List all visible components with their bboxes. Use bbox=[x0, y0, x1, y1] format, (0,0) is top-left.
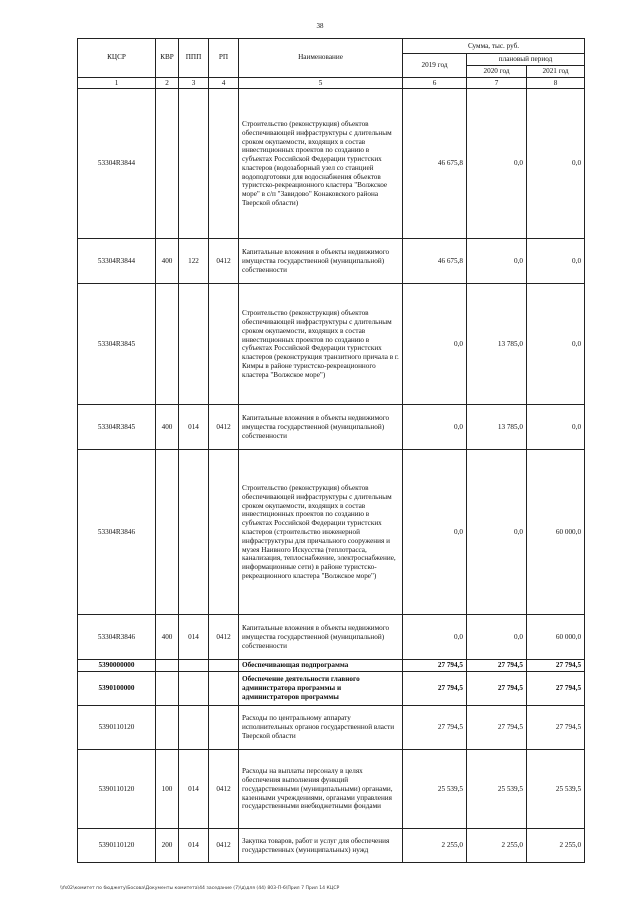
value-2020-cell: 27 794,5 bbox=[467, 660, 527, 672]
col-num-3: 3 bbox=[179, 77, 209, 89]
value-2019-cell: 27 794,5 bbox=[403, 706, 467, 750]
ppp-cell bbox=[179, 672, 209, 706]
ppp-cell bbox=[179, 450, 209, 615]
header-row-1 bbox=[78, 39, 585, 54]
value-2021-cell: 0,0 bbox=[527, 239, 585, 284]
name-cell: Расходы по центральному аппарату исполнительных органов государственной власти Тверской области bbox=[239, 706, 403, 750]
value-2019-cell: 27 794,5 bbox=[403, 672, 467, 706]
value-2020-cell: 0,0 bbox=[467, 89, 527, 239]
ppp-cell bbox=[179, 660, 209, 672]
page-number: 38 bbox=[316, 22, 324, 30]
col-num-5: 5 bbox=[239, 77, 403, 89]
ppp-cell: 014 bbox=[179, 615, 209, 660]
header-name: Наименование bbox=[239, 39, 403, 78]
file-path-footer: \\fs02\комитет по бюджету\Босова\Документы комитета\44 заседание (7)\д\для (44) 803-П-6\Прил 7 Прил 14 КЦСР bbox=[60, 886, 340, 891]
header-year-2020: 2020 год bbox=[467, 65, 527, 77]
table-row bbox=[78, 239, 585, 284]
value-2020-cell: 13 785,0 bbox=[467, 284, 527, 405]
value-2019-cell: 46 675,8 bbox=[403, 89, 467, 239]
kvr-cell: 200 bbox=[156, 829, 179, 863]
header-rp: РП bbox=[209, 39, 239, 78]
value-2020-cell: 27 794,5 bbox=[467, 706, 527, 750]
header-ppp: ППП bbox=[179, 39, 209, 78]
name-cell: Обеспечение деятельности главного администратора программы и администраторов программы bbox=[239, 672, 403, 706]
value-2020-cell: 25 539,5 bbox=[467, 750, 527, 829]
rp-cell: 0412 bbox=[209, 239, 239, 284]
header-kvr: КВР bbox=[156, 39, 179, 78]
value-2020-cell: 13 785,0 bbox=[467, 405, 527, 450]
value-2019-cell: 25 539,5 bbox=[403, 750, 467, 829]
col-num-8: 8 bbox=[527, 77, 585, 89]
table-row bbox=[78, 405, 585, 450]
table-row bbox=[78, 672, 585, 706]
col-num-2: 2 bbox=[156, 77, 179, 89]
ppp-cell bbox=[179, 89, 209, 239]
col-num-6: 6 bbox=[403, 77, 467, 89]
kcsr-cell: 53304R3844 bbox=[78, 239, 156, 284]
header-year-2019: 2019 год bbox=[403, 54, 467, 78]
name-cell: Капитальные вложения в объекты недвижимого имущества государственной (муниципальной) собственности bbox=[239, 615, 403, 660]
ppp-cell bbox=[179, 706, 209, 750]
rp-cell bbox=[209, 672, 239, 706]
value-2019-cell: 27 794,5 bbox=[403, 660, 467, 672]
value-2019-cell: 2 255,0 bbox=[403, 829, 467, 863]
header-kcsr: КЦСР bbox=[78, 39, 156, 78]
rp-cell: 0412 bbox=[209, 829, 239, 863]
value-2021-cell: 25 539,5 bbox=[527, 750, 585, 829]
value-2021-cell: 27 794,5 bbox=[527, 706, 585, 750]
ppp-cell: 014 bbox=[179, 405, 209, 450]
value-2019-cell: 0,0 bbox=[403, 284, 467, 405]
rp-cell bbox=[209, 660, 239, 672]
kcsr-cell: 53304R3846 bbox=[78, 615, 156, 660]
value-2019-cell: 46 675,8 bbox=[403, 239, 467, 284]
value-2021-cell: 0,0 bbox=[527, 284, 585, 405]
name-cell: Капитальные вложения в объекты недвижимого имущества государственной (муниципальной) собственности bbox=[239, 405, 403, 450]
rp-cell: 0412 bbox=[209, 750, 239, 829]
value-2021-cell: 27 794,5 bbox=[527, 660, 585, 672]
value-2021-cell: 0,0 bbox=[527, 405, 585, 450]
name-cell: Обеспечивающая подпрограмма bbox=[239, 660, 403, 672]
name-cell: Закупка товаров, работ и услуг для обеспечения государственных (муниципальных) нужд bbox=[239, 829, 403, 863]
rp-cell bbox=[209, 89, 239, 239]
rp-cell: 0412 bbox=[209, 615, 239, 660]
kvr-cell bbox=[156, 706, 179, 750]
kvr-cell: 100 bbox=[156, 750, 179, 829]
name-cell: Расходы на выплаты персоналу в целях обеспечения выполнения функций государственными (муниципальными) органами, казенными учреждениями, органами управления государственными внебюджетными фондами bbox=[239, 750, 403, 829]
ppp-cell: 122 bbox=[179, 239, 209, 284]
kcsr-cell: 53304R3846 bbox=[78, 450, 156, 615]
header-year-2021: 2021 год bbox=[527, 65, 585, 77]
kvr-cell: 400 bbox=[156, 405, 179, 450]
value-2021-cell: 2 255,0 bbox=[527, 829, 585, 863]
kcsr-cell: 53304R3845 bbox=[78, 284, 156, 405]
table-row bbox=[78, 615, 585, 660]
header-planned-period: плановый период bbox=[467, 54, 585, 66]
kcsr-cell: 53304R3845 bbox=[78, 405, 156, 450]
kcsr-cell: 5390000000 bbox=[78, 660, 156, 672]
kcsr-cell: 5390100000 bbox=[78, 672, 156, 706]
ppp-cell: 014 bbox=[179, 750, 209, 829]
kvr-cell: 400 bbox=[156, 239, 179, 284]
value-2020-cell: 0,0 bbox=[467, 450, 527, 615]
budget-table bbox=[77, 38, 585, 863]
value-2020-cell: 0,0 bbox=[467, 239, 527, 284]
kcsr-cell: 5390110120 bbox=[78, 750, 156, 829]
value-2019-cell: 0,0 bbox=[403, 405, 467, 450]
rp-cell bbox=[209, 284, 239, 405]
kvr-cell bbox=[156, 284, 179, 405]
value-2021-cell: 60 000,0 bbox=[527, 450, 585, 615]
ppp-cell: 014 bbox=[179, 829, 209, 863]
value-2021-cell: 27 794,5 bbox=[527, 672, 585, 706]
col-num-1: 1 bbox=[78, 77, 156, 89]
value-2020-cell: 2 255,0 bbox=[467, 829, 527, 863]
kcsr-cell: 53304R3844 bbox=[78, 89, 156, 239]
kvr-cell bbox=[156, 89, 179, 239]
kcsr-cell: 5390110120 bbox=[78, 706, 156, 750]
table-row bbox=[78, 706, 585, 750]
kvr-cell bbox=[156, 450, 179, 615]
table-row bbox=[78, 284, 585, 405]
col-num-4: 4 bbox=[209, 77, 239, 89]
col-num-7: 7 bbox=[467, 77, 527, 89]
table-row bbox=[78, 750, 585, 829]
name-cell: Строительство (реконструкция) объектов обеспечивающей инфраструктуры с длительным сроком окупаемости, входящих в состав инвестиционных проектов по созданию в субъектах Российской Федерации туристских кластеров (строительство инженерной инфраструктуры для причального сооружения и музея Наивного Искусства (теплотрасса, канализация, теплоснабжение, электроснабжение, информационные сети) в районе туристско-рекреационного кластера "Волжское море") bbox=[239, 450, 403, 615]
kvr-cell bbox=[156, 672, 179, 706]
name-cell: Строительство (реконструкция) объектов обеспечивающей инфраструктуры с длительным сроком окупаемости, входящих в состав инвестиционных проектов по созданию в субъектах Российской Федерации туристских кластеров (водозаборный узел со станцией водоподготовки для водоснабжения объектов туристско-рекреационного кластера "Волжское море" в с/п "Завидово" Конаковского района Тверской области) bbox=[239, 89, 403, 239]
value-2019-cell: 0,0 bbox=[403, 450, 467, 615]
table-row bbox=[78, 660, 585, 672]
name-cell: Строительство (реконструкция) объектов обеспечивающей инфраструктуры с длительным сроком окупаемости, входящих в состав инвестиционных проектов по созданию в субъектах Российской Федерации туристских кластеров (реконструкция транзитного причала в г. Кимры в районе туристско-рекреационного кластера "Волжское море") bbox=[239, 284, 403, 405]
value-2019-cell: 0,0 bbox=[403, 615, 467, 660]
table-row bbox=[78, 829, 585, 863]
header-sum: Сумма, тыс. руб. bbox=[403, 39, 585, 54]
ppp-cell bbox=[179, 284, 209, 405]
column-number-row bbox=[78, 77, 585, 89]
rp-cell bbox=[209, 706, 239, 750]
value-2021-cell: 0,0 bbox=[527, 89, 585, 239]
table-row bbox=[78, 450, 585, 615]
kvr-cell: 400 bbox=[156, 615, 179, 660]
rp-cell: 0412 bbox=[209, 405, 239, 450]
rp-cell bbox=[209, 450, 239, 615]
kcsr-cell: 5390110120 bbox=[78, 829, 156, 863]
kvr-cell bbox=[156, 660, 179, 672]
name-cell: Капитальные вложения в объекты недвижимого имущества государственной (муниципальной) собственности bbox=[239, 239, 403, 284]
value-2021-cell: 60 000,0 bbox=[527, 615, 585, 660]
value-2020-cell: 0,0 bbox=[467, 615, 527, 660]
table-row bbox=[78, 89, 585, 239]
value-2020-cell: 27 794,5 bbox=[467, 672, 527, 706]
